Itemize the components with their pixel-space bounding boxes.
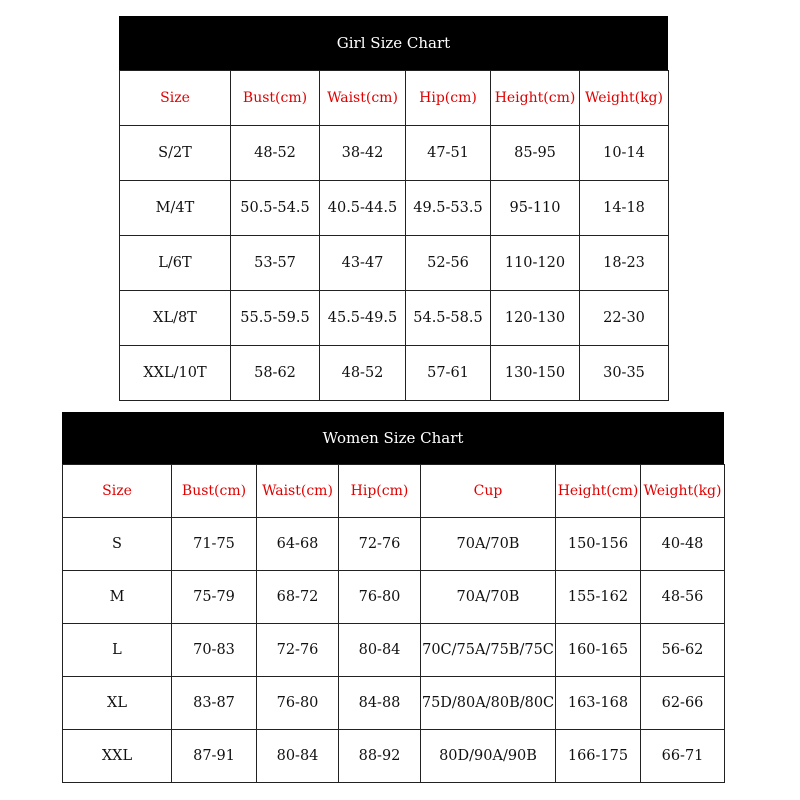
table-cell: 14-18 (580, 181, 669, 236)
table-cell: 72-76 (257, 624, 339, 677)
table-cell: 64-68 (257, 518, 339, 571)
table-cell: M (63, 571, 172, 624)
girl-chart-title: Girl Size Chart (119, 16, 668, 70)
table-cell: 83-87 (172, 677, 257, 730)
table-cell: 166-175 (556, 730, 641, 783)
header-cell: Weight(kg) (580, 71, 669, 126)
table-cell: 48-52 (231, 126, 320, 181)
table-row (120, 126, 669, 181)
table-cell: 18-23 (580, 236, 669, 291)
table-cell: XXL (63, 730, 172, 783)
table-cell: 55.5-59.5 (231, 291, 320, 346)
header-cell: Hip(cm) (406, 71, 491, 126)
table-cell: 70-83 (172, 624, 257, 677)
table-cell: 87-91 (172, 730, 257, 783)
table-row (63, 677, 725, 730)
table-cell: 155-162 (556, 571, 641, 624)
header-cell: Size (63, 465, 172, 518)
table-cell: 80-84 (339, 624, 421, 677)
table-cell: 76-80 (339, 571, 421, 624)
table-cell: S/2T (120, 126, 231, 181)
table-cell: 70A/70B (421, 571, 556, 624)
table-cell: 110-120 (491, 236, 580, 291)
table-cell: 120-130 (491, 291, 580, 346)
table-header-row (120, 71, 669, 126)
table-cell: XL (63, 677, 172, 730)
table-cell: 54.5-58.5 (406, 291, 491, 346)
table-cell: 71-75 (172, 518, 257, 571)
table-cell: 52-56 (406, 236, 491, 291)
table-cell: S (63, 518, 172, 571)
table-cell: 43-47 (320, 236, 406, 291)
table-cell: 45.5-49.5 (320, 291, 406, 346)
header-cell: Height(cm) (491, 71, 580, 126)
table-row (63, 518, 725, 571)
header-cell: Waist(cm) (320, 71, 406, 126)
table-cell: 85-95 (491, 126, 580, 181)
table-cell: 70C/75A/75B/75C (421, 624, 556, 677)
header-cell: Hip(cm) (339, 465, 421, 518)
table-cell: XL/8T (120, 291, 231, 346)
header-cell: Weight(kg) (641, 465, 725, 518)
header-cell: Size (120, 71, 231, 126)
table-cell: 80-84 (257, 730, 339, 783)
header-cell: Cup (421, 465, 556, 518)
table-cell: 70A/70B (421, 518, 556, 571)
women-chart-title: Women Size Chart (62, 412, 724, 464)
table-cell: 163-168 (556, 677, 641, 730)
table-cell: L (63, 624, 172, 677)
table-cell: 40.5-44.5 (320, 181, 406, 236)
table-cell: 48-52 (320, 346, 406, 401)
table-cell: 38-42 (320, 126, 406, 181)
table-cell: 76-80 (257, 677, 339, 730)
table-cell: XXL/10T (120, 346, 231, 401)
women-size-table (62, 464, 725, 783)
table-cell: 66-71 (641, 730, 725, 783)
table-cell: 30-35 (580, 346, 669, 401)
table-cell: M/4T (120, 181, 231, 236)
table-row (120, 181, 669, 236)
table-cell: 47-51 (406, 126, 491, 181)
table-cell: 130-150 (491, 346, 580, 401)
table-header-row (63, 465, 725, 518)
table-cell: 48-56 (641, 571, 725, 624)
table-cell: 84-88 (339, 677, 421, 730)
table-cell: 68-72 (257, 571, 339, 624)
header-cell: Height(cm) (556, 465, 641, 518)
header-cell: Waist(cm) (257, 465, 339, 518)
table-row (120, 346, 669, 401)
women-size-chart (62, 412, 724, 783)
table-cell: 72-76 (339, 518, 421, 571)
header-cell: Bust(cm) (231, 71, 320, 126)
table-cell: 40-48 (641, 518, 725, 571)
table-cell: 88-92 (339, 730, 421, 783)
table-cell: 160-165 (556, 624, 641, 677)
table-cell: 56-62 (641, 624, 725, 677)
table-cell: 53-57 (231, 236, 320, 291)
girl-size-table (119, 70, 669, 401)
table-cell: 57-61 (406, 346, 491, 401)
table-cell: 49.5-53.5 (406, 181, 491, 236)
table-cell: 75D/80A/80B/80C (421, 677, 556, 730)
table-row (63, 624, 725, 677)
header-cell: Bust(cm) (172, 465, 257, 518)
table-row (63, 571, 725, 624)
table-cell: 22-30 (580, 291, 669, 346)
table-row (120, 236, 669, 291)
table-cell: 58-62 (231, 346, 320, 401)
table-cell: 50.5-54.5 (231, 181, 320, 236)
table-cell: 80D/90A/90B (421, 730, 556, 783)
table-cell: 150-156 (556, 518, 641, 571)
table-cell: 75-79 (172, 571, 257, 624)
girl-size-chart (119, 16, 668, 401)
table-row (120, 291, 669, 346)
table-cell: 10-14 (580, 126, 669, 181)
table-cell: L/6T (120, 236, 231, 291)
table-cell: 95-110 (491, 181, 580, 236)
table-cell: 62-66 (641, 677, 725, 730)
table-row (63, 730, 725, 783)
